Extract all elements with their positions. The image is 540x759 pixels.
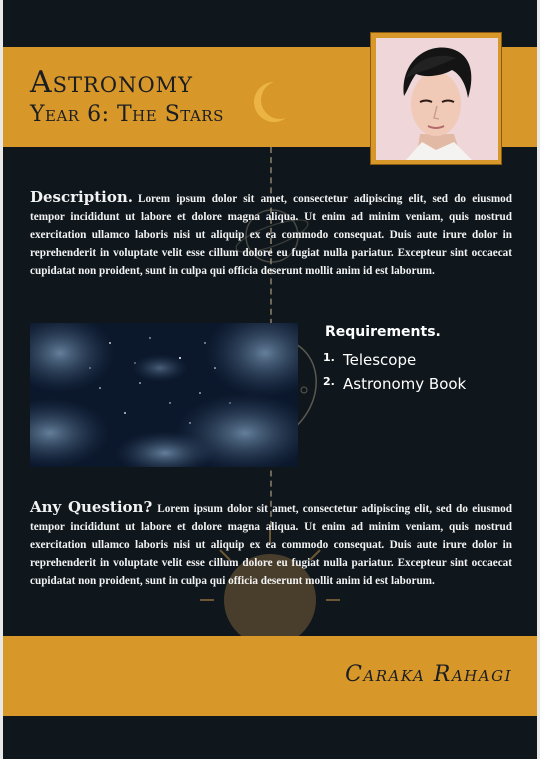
page-title: Astronomy — [30, 65, 194, 100]
moon-icon — [246, 78, 290, 128]
night-sky-image — [30, 323, 298, 467]
list-item — [323, 372, 466, 396]
question-heading: Any Question? — [30, 498, 153, 516]
list-item-number: 2. — [323, 375, 335, 388]
portrait-illustration — [376, 38, 498, 160]
list-item-label: Telescope — [343, 351, 417, 369]
page-subtitle: Year 6: The Stars — [30, 102, 224, 127]
description-paragraph — [30, 188, 512, 280]
question-paragraph — [30, 498, 512, 590]
author-name: Caraka Rahagi — [345, 662, 512, 687]
list-item-number: 1. — [323, 351, 335, 364]
question-text: Lorem ipsum dolor sit amet, consectetur adipiscing elit, sed do eiusmod tempor incididunt ut labore et dolore magna aliqua. Ut enim ad minim veniam, quis nostrud exercitation ullamco laboris nisi ut aliquip ex ea commodo consequat. Duis aute irure dolor in reprehenderit in voluptate velit esse cillum dolore eu fugiat nulla pariatur. Excepteur sint occaecat cupidatat non proident, sunt in culpa qui officia deserunt mollit anim id est laborum. — [30, 503, 512, 587]
description-heading: Description. — [30, 188, 133, 206]
requirements-heading: Requirements. — [325, 324, 441, 340]
requirements-list — [323, 348, 466, 396]
portrait-frame — [370, 32, 502, 165]
description-text: Lorem ipsum dolor sit amet, consectetur adipiscing elit, sed do eiusmod tempor incididunt ut labore et dolore magna aliqua. Ut enim ad minim veniam, quis nostrud exercitation ullamco laboris nisi ut aliquip ex ea commodo consequat. Duis aute irure dolor in reprehenderit in voluptate velit esse cillum dolore eu fugiat nulla pariatur. Excepteur sint occaecat cupidatat non proident, sunt in culpa qui officia deserunt mollit anim id est laborum. — [30, 193, 512, 277]
list-item — [323, 348, 466, 372]
list-item-label: Astronomy Book — [343, 375, 467, 393]
night-sky-illustration — [30, 323, 298, 467]
portrait-photo — [376, 38, 498, 160]
